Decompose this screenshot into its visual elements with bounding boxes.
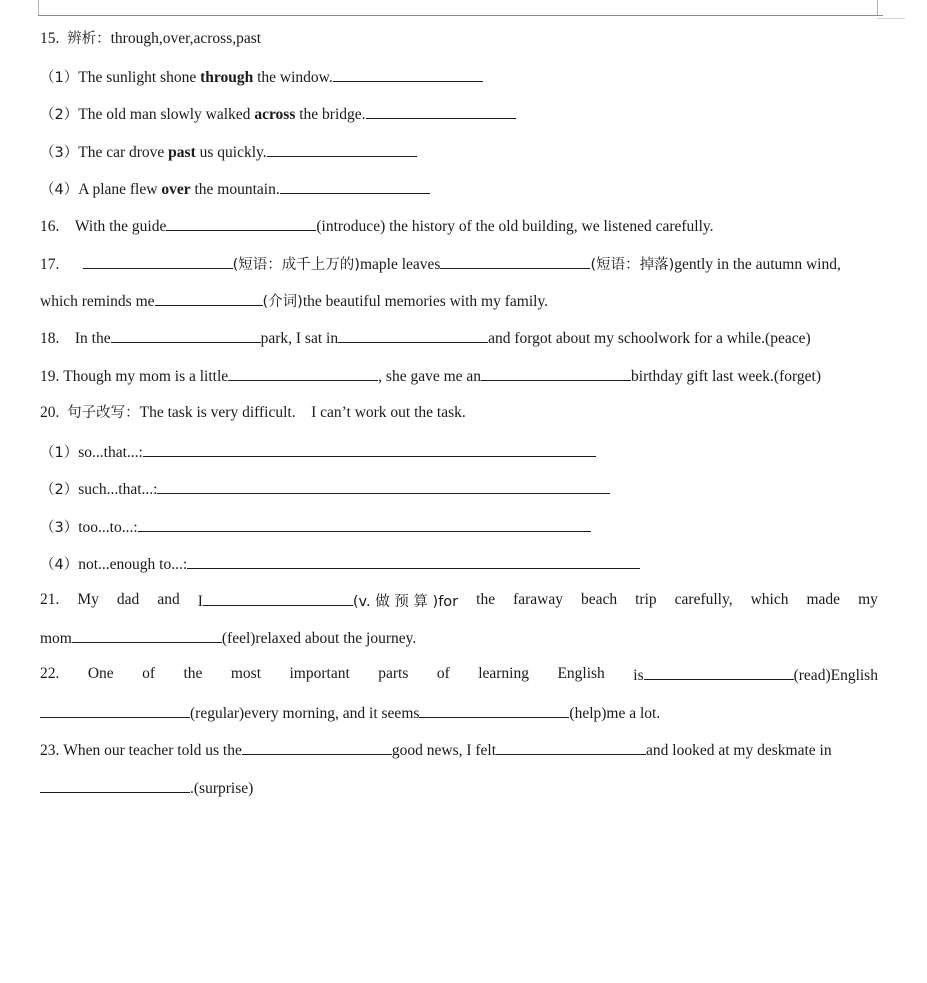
word: the bbox=[183, 665, 203, 682]
item-text: such...that...: bbox=[78, 481, 158, 498]
answer-blank[interactable] bbox=[203, 590, 353, 606]
question-text: In the bbox=[74, 330, 111, 347]
question-number: 20. bbox=[40, 404, 60, 421]
question-20-title: 句子改写： bbox=[67, 405, 140, 421]
word: faraway bbox=[513, 591, 563, 608]
answer-blank[interactable] bbox=[496, 739, 646, 755]
word-group bbox=[198, 590, 458, 612]
word: (read)English bbox=[793, 667, 878, 684]
question-number: 17. bbox=[40, 256, 60, 273]
answer-blank[interactable] bbox=[419, 702, 569, 718]
item-text: The old man slowly walked bbox=[78, 106, 255, 123]
item-text: the bridge. bbox=[295, 106, 366, 123]
word: and bbox=[157, 591, 180, 608]
question-text: which reminds me bbox=[40, 293, 155, 310]
question-text: birthday gift last week.(forget) bbox=[631, 368, 821, 385]
question-text: gently in the autumn wind, bbox=[674, 256, 841, 273]
item-text: The car drove bbox=[78, 144, 169, 161]
item-text: the mountain. bbox=[190, 181, 280, 198]
word: One bbox=[87, 665, 114, 682]
answer-blank[interactable] bbox=[143, 441, 596, 457]
hint-text: (v. 做 预 算 )for bbox=[352, 594, 459, 610]
page-top-edge bbox=[38, 15, 883, 16]
question-20-header bbox=[40, 403, 466, 423]
question-text: mom bbox=[40, 630, 72, 647]
question-number: 15. bbox=[40, 30, 60, 47]
item-marker: （1） bbox=[40, 70, 79, 86]
item-text: A plane flew bbox=[78, 181, 162, 198]
question-number: 18. bbox=[40, 330, 60, 347]
answer-blank[interactable] bbox=[333, 66, 483, 82]
word: My bbox=[77, 591, 99, 608]
question-15-item-1 bbox=[40, 66, 483, 88]
question-text: When our teacher told us the bbox=[63, 742, 242, 759]
question-text: (feel)relaxed about the journey. bbox=[221, 630, 417, 647]
question-text: park, I sat in bbox=[260, 330, 339, 347]
item-marker: （1） bbox=[40, 445, 79, 461]
question-20-item-1 bbox=[40, 441, 596, 463]
answer-blank[interactable] bbox=[644, 664, 794, 680]
answer-blank[interactable] bbox=[228, 365, 378, 381]
word: my bbox=[858, 591, 878, 608]
answer-blank[interactable] bbox=[138, 516, 591, 532]
answer-blank[interactable] bbox=[40, 777, 190, 793]
question-15-words: through,over,across,past bbox=[110, 30, 262, 47]
item-marker: （3） bbox=[40, 145, 79, 161]
question-number: 22. bbox=[40, 665, 60, 682]
word: English bbox=[557, 665, 605, 682]
question-text: and forgot about my schoolwork for a while.(peace) bbox=[488, 330, 811, 347]
hint-text: (短语：掉落) bbox=[590, 257, 675, 273]
answer-blank[interactable] bbox=[366, 103, 516, 119]
answer-blank[interactable] bbox=[280, 178, 430, 194]
word: the bbox=[476, 591, 496, 608]
answer-blank[interactable] bbox=[155, 290, 263, 306]
word: most bbox=[230, 665, 262, 682]
answer-blank[interactable] bbox=[83, 253, 233, 269]
item-keyword: past bbox=[168, 144, 196, 161]
page-corner-tick bbox=[877, 18, 905, 19]
word: dad bbox=[116, 591, 140, 608]
question-number: 23. bbox=[40, 742, 60, 759]
answer-blank[interactable] bbox=[267, 141, 417, 157]
item-marker: （4） bbox=[40, 182, 79, 198]
item-text: so...that...: bbox=[78, 444, 143, 461]
word: important bbox=[289, 665, 350, 682]
answer-blank[interactable] bbox=[338, 327, 488, 343]
question-22-line-2 bbox=[40, 702, 660, 724]
item-marker: （4） bbox=[40, 557, 79, 573]
question-text: Though my mom is a little bbox=[63, 368, 229, 385]
question-22-line-1 bbox=[40, 664, 878, 686]
item-text: not...enough to...: bbox=[78, 556, 188, 573]
word: parts bbox=[378, 665, 409, 682]
question-text: (introduce) the history of the old building, we listened carefully. bbox=[316, 218, 714, 235]
question-number: 21. bbox=[40, 591, 60, 608]
item-marker: （2） bbox=[40, 107, 79, 123]
answer-blank[interactable] bbox=[166, 215, 316, 231]
question-18 bbox=[40, 327, 811, 349]
answer-blank[interactable] bbox=[72, 627, 222, 643]
question-15-item-4 bbox=[40, 178, 430, 200]
question-text: (regular)every morning, and it seems bbox=[190, 705, 420, 722]
word: carefully, bbox=[674, 591, 733, 608]
item-marker: （3） bbox=[40, 520, 79, 536]
answer-blank[interactable] bbox=[187, 553, 640, 569]
answer-blank[interactable] bbox=[111, 327, 261, 343]
page-corner-right bbox=[877, 0, 878, 15]
word: trip bbox=[635, 591, 657, 608]
question-text: , she gave me an bbox=[378, 368, 482, 385]
question-text: (help)me a lot. bbox=[569, 705, 661, 722]
item-marker: （2） bbox=[40, 482, 79, 498]
item-text: the window. bbox=[253, 69, 333, 86]
answer-blank[interactable] bbox=[157, 478, 610, 494]
hint-text: (介词) bbox=[262, 294, 303, 310]
question-text: good news, I felt bbox=[391, 742, 497, 759]
question-20-item-4 bbox=[40, 553, 640, 575]
question-text: and looked at my deskmate in bbox=[646, 742, 832, 759]
question-15-header bbox=[40, 29, 261, 49]
question-15-item-2 bbox=[40, 103, 516, 125]
question-19 bbox=[40, 365, 821, 387]
word-group bbox=[633, 664, 878, 686]
question-23-line-1 bbox=[40, 739, 878, 761]
item-keyword: over bbox=[161, 181, 191, 198]
word: learning bbox=[478, 665, 529, 682]
word: which bbox=[750, 591, 789, 608]
word-group bbox=[40, 739, 832, 761]
word: beach bbox=[580, 591, 618, 608]
question-23-line-2 bbox=[40, 777, 253, 799]
hint-text: (短语：成千上万的) bbox=[232, 257, 360, 273]
question-text: maple leaves bbox=[359, 256, 441, 273]
word: of bbox=[436, 665, 450, 682]
word: is bbox=[633, 667, 644, 684]
question-21-line-1 bbox=[40, 590, 878, 612]
question-17-line-1 bbox=[40, 253, 841, 275]
question-17-line-2 bbox=[40, 290, 548, 312]
question-text: .(surprise) bbox=[190, 780, 254, 797]
item-keyword: through bbox=[200, 69, 254, 86]
page-corner-left bbox=[38, 0, 39, 15]
answer-blank[interactable] bbox=[481, 365, 631, 381]
word: made bbox=[806, 591, 841, 608]
question-text: With the guide bbox=[74, 218, 167, 235]
question-20-item-3 bbox=[40, 516, 591, 538]
question-text: The task is very difficult. I can’t work out the task. bbox=[139, 404, 466, 421]
question-number: 19. bbox=[40, 368, 60, 385]
question-number: 16. bbox=[40, 218, 60, 235]
question-15-item-3 bbox=[40, 141, 417, 163]
question-16 bbox=[40, 215, 714, 237]
question-21-line-2 bbox=[40, 627, 416, 649]
answer-blank[interactable] bbox=[40, 702, 190, 718]
answer-blank[interactable] bbox=[440, 253, 590, 269]
question-15-title: 辨析： bbox=[67, 31, 111, 47]
item-text: too...to...: bbox=[78, 519, 138, 536]
item-text: us quickly. bbox=[195, 144, 267, 161]
word: I bbox=[197, 593, 203, 610]
answer-blank[interactable] bbox=[242, 739, 392, 755]
question-text: the beautiful memories with my family. bbox=[302, 293, 549, 310]
item-keyword: across bbox=[254, 106, 296, 123]
question-20-item-2 bbox=[40, 478, 610, 500]
word: of bbox=[142, 665, 156, 682]
item-text: The sunlight shone bbox=[78, 69, 201, 86]
